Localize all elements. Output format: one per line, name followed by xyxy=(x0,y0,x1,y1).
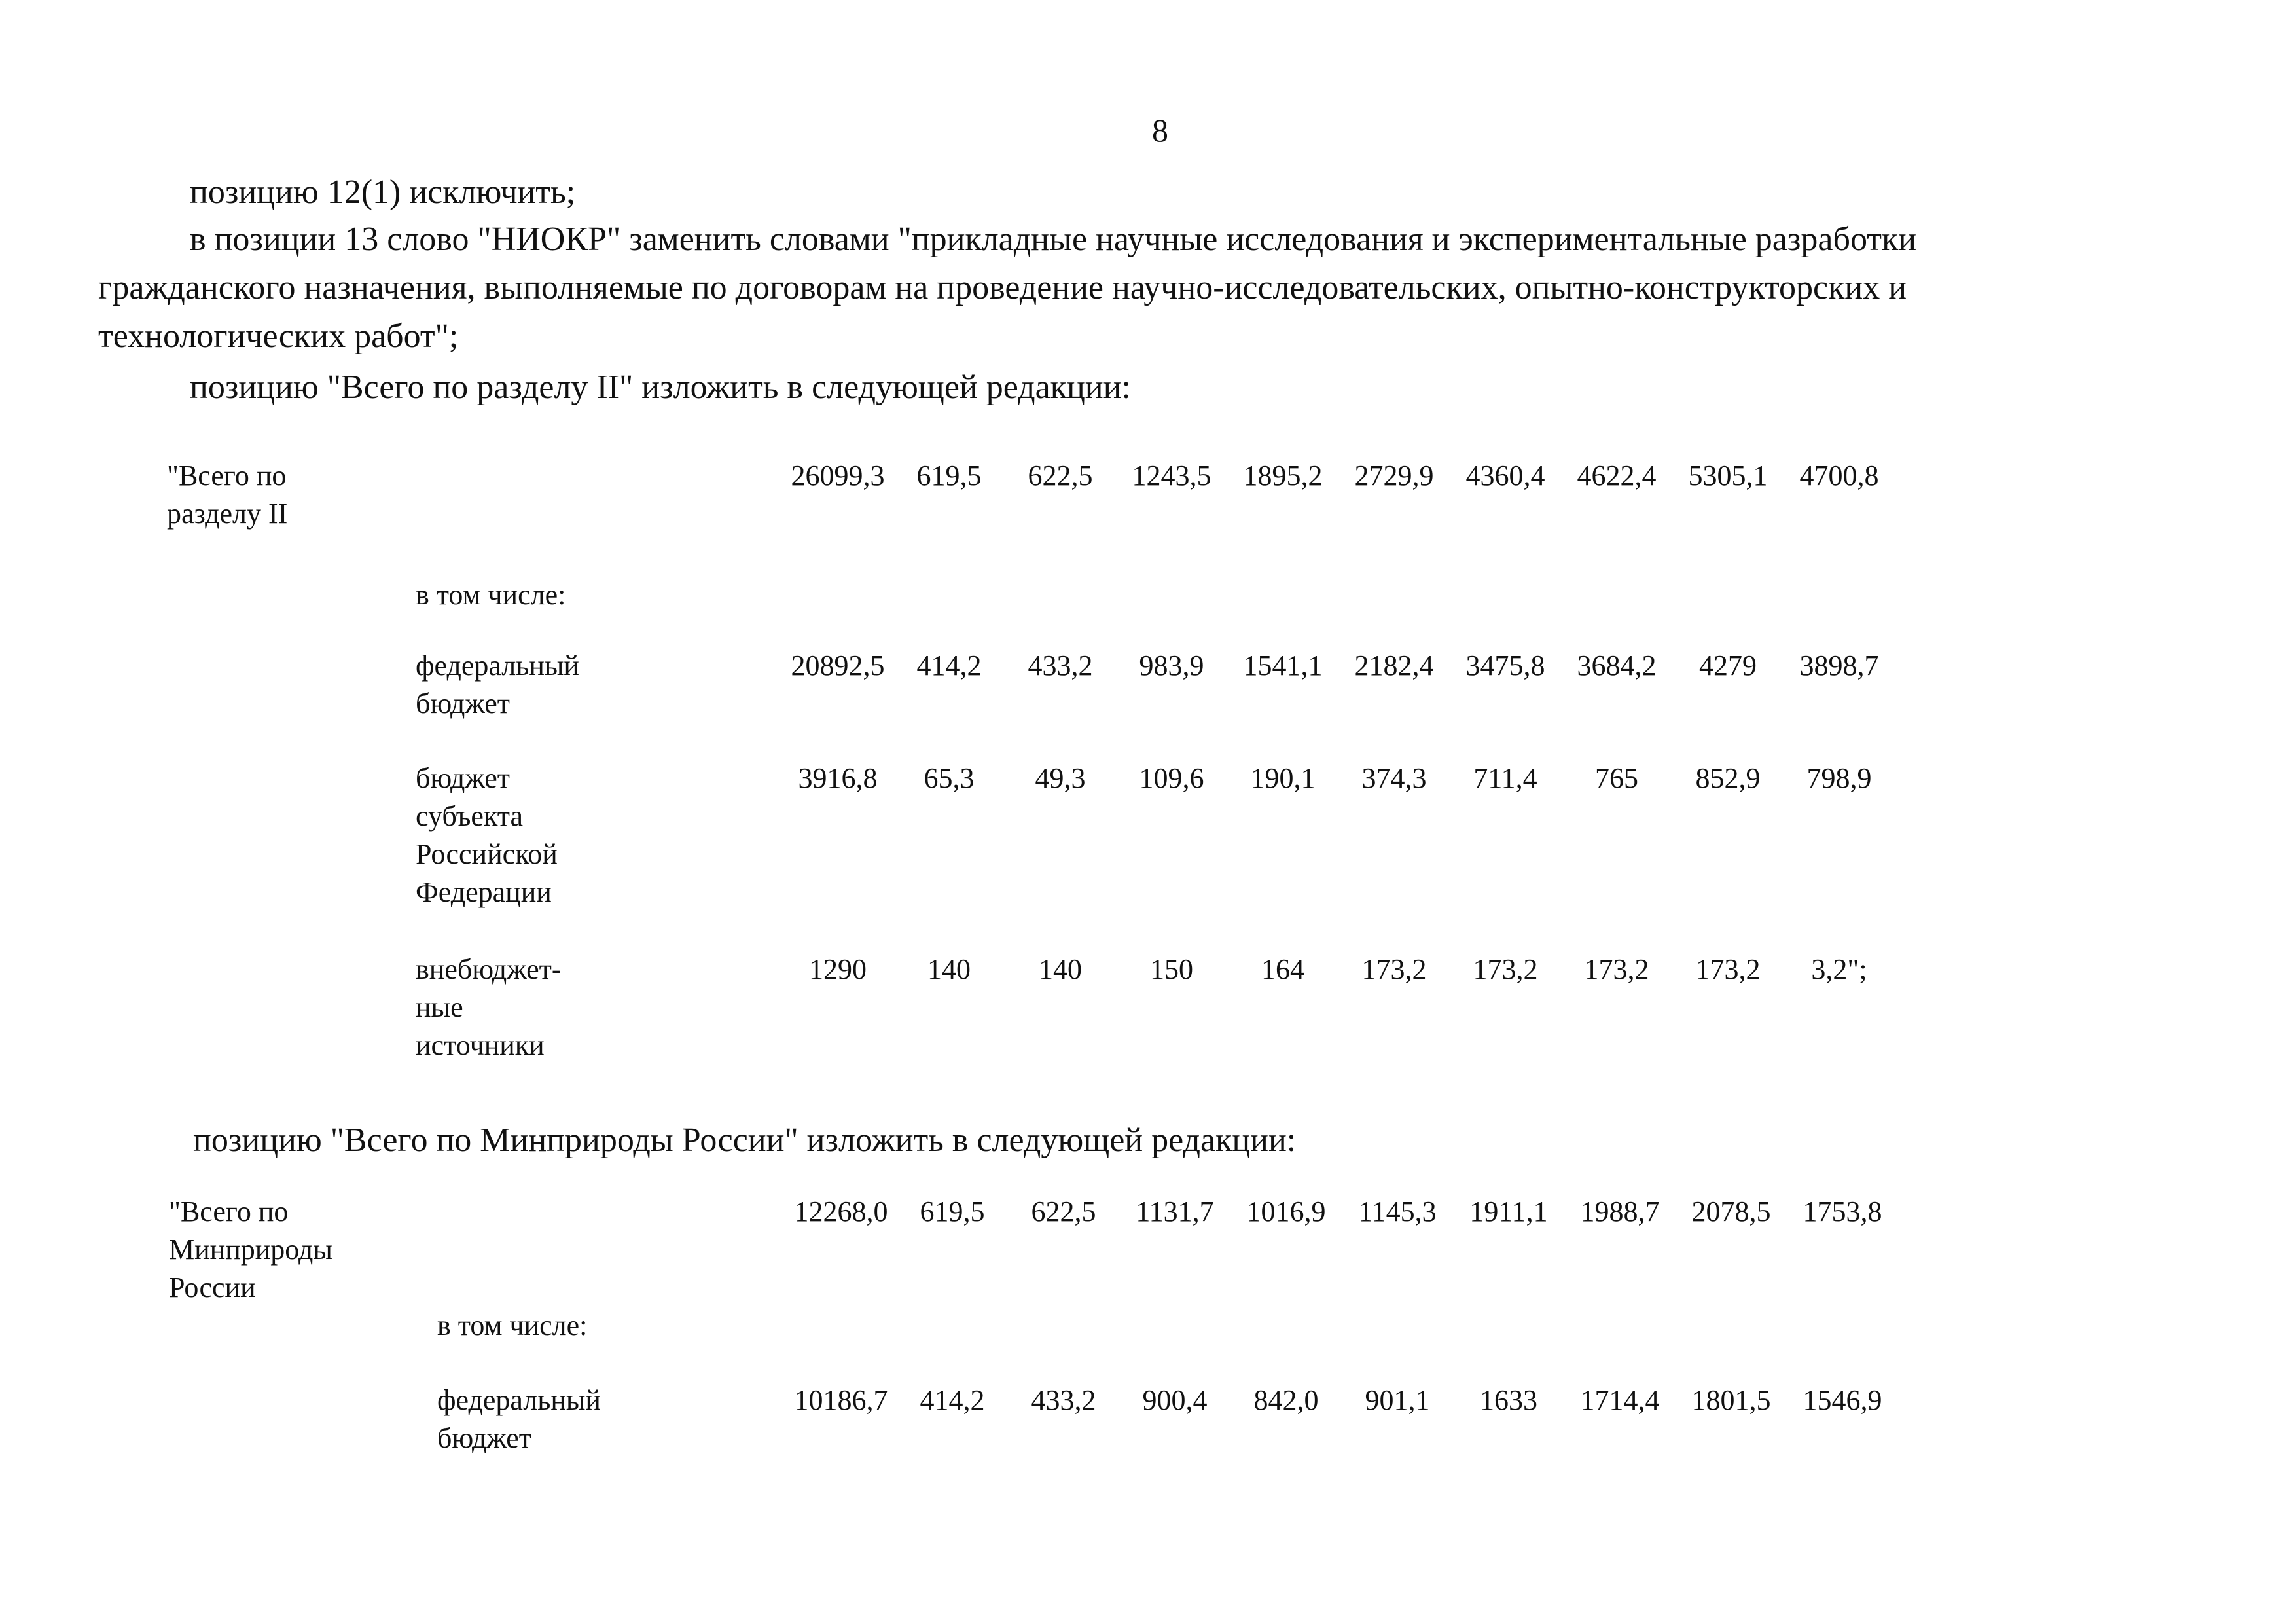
table1-subject-value: 852,9 xyxy=(1695,762,1761,794)
paragraph-replace-line-3: технологических работ"; xyxy=(98,318,459,355)
table1-federal-value: 433,2 xyxy=(1028,649,1093,682)
table1-federal-value: 414,2 xyxy=(916,649,982,682)
table1-subject-value: 49,3 xyxy=(1035,762,1086,794)
table1-subject-value: 3916,8 xyxy=(798,762,878,794)
paragraph-exclude-position: позицию 12(1) исключить; xyxy=(190,173,576,211)
table2-federal-label-line2: бюджет xyxy=(437,1422,531,1454)
table1-offbudget-value: 140 xyxy=(1039,953,1082,985)
table1-total-value: 4700,8 xyxy=(1799,460,1879,492)
table1-federal-value: 2182,4 xyxy=(1354,649,1434,682)
table1-offbudget-value: 164 xyxy=(1261,953,1304,985)
table2-total-label-line2: Минприроды xyxy=(169,1233,332,1266)
table2-total-label-line1: "Всего по xyxy=(169,1195,289,1228)
table1-total-value: 622,5 xyxy=(1028,460,1093,492)
table1-total-value: 5305,1 xyxy=(1688,460,1768,492)
table1-subject-value: 65,3 xyxy=(924,762,975,794)
table1-subject-value: 798,9 xyxy=(1806,762,1872,794)
table2-federal-value: 1801,5 xyxy=(1691,1384,1771,1416)
table2-total-value: 1911,1 xyxy=(1469,1195,1548,1228)
table1-subject-value: 374,3 xyxy=(1361,762,1427,794)
table1-federal-value: 1541,1 xyxy=(1243,649,1323,682)
table2-federal-value: 900,4 xyxy=(1142,1384,1208,1416)
table1-federal-value: 3684,2 xyxy=(1577,649,1657,682)
table1-offbudget-value: 150 xyxy=(1150,953,1193,985)
table1-offbudget-value: 173,2 xyxy=(1473,953,1538,985)
table2-total-label-line3: России xyxy=(169,1271,256,1304)
table1-offbudget-label-line3: источники xyxy=(416,1029,545,1061)
paragraph-section-total-intro: позицию "Всего по разделу II" изложить в следующей редакции: xyxy=(190,369,1131,406)
table2-total-value: 1988,7 xyxy=(1580,1195,1660,1228)
table2-federal-value: 901,1 xyxy=(1365,1384,1430,1416)
table1-offbudget-value: 173,2 xyxy=(1695,953,1761,985)
paragraph-replace-line-2: гражданского назначения, выполняемые по договорам на проведение научно-исследовательских, опытно-конструкторских и xyxy=(98,269,1907,306)
table2-total-value: 1131,7 xyxy=(1136,1195,1214,1228)
table1-total-value: 4622,4 xyxy=(1577,460,1657,492)
table2-federal-value: 1633 xyxy=(1480,1384,1537,1416)
table1-subject-label-line1: бюджет xyxy=(416,762,510,794)
paragraph-replace-line-1: в позиции 13 слово "НИОКР" заменить словами "прикладные научные исследования и экспериментальные разработки xyxy=(190,221,1917,258)
table1-total-value: 4360,4 xyxy=(1465,460,1545,492)
table1-including-label: в том числе: xyxy=(416,579,566,611)
table2-total-value: 1016,9 xyxy=(1246,1195,1326,1228)
table1-federal-value: 3898,7 xyxy=(1799,649,1879,682)
table1-total-value: 1895,2 xyxy=(1243,460,1323,492)
table2-total-value: 1145,3 xyxy=(1358,1195,1437,1228)
table2-total-value: 12268,0 xyxy=(794,1195,888,1228)
table1-subject-value: 109,6 xyxy=(1139,762,1204,794)
table1-subject-value: 765 xyxy=(1595,762,1638,794)
table1-subject-value: 711,4 xyxy=(1473,762,1537,794)
table2-federal-value: 842,0 xyxy=(1253,1384,1319,1416)
table2-total-value: 622,5 xyxy=(1031,1195,1096,1228)
table1-total-value: 619,5 xyxy=(916,460,982,492)
table1-federal-value: 4279 xyxy=(1699,649,1757,682)
table1-offbudget-value: 173,2 xyxy=(1361,953,1427,985)
table1-federal-value: 983,9 xyxy=(1139,649,1204,682)
table2-federal-value: 1714,4 xyxy=(1580,1384,1660,1416)
page-number: 8 xyxy=(1152,112,1168,149)
paragraph-ministry-total-intro: позицию "Всего по Минприроды России" изложить в следующей редакции: xyxy=(193,1122,1297,1159)
table1-federal-value: 20892,5 xyxy=(791,649,885,682)
table1-total-label-line1: "Всего по xyxy=(167,460,287,492)
table1-subject-label-line3: Российской xyxy=(416,838,558,870)
table1-total-value: 2729,9 xyxy=(1354,460,1434,492)
table2-federal-value: 10186,7 xyxy=(794,1384,888,1416)
table1-offbudget-value: 1290 xyxy=(809,953,867,985)
table2-federal-value: 414,2 xyxy=(920,1384,985,1416)
table2-federal-label-line1: федеральный xyxy=(437,1384,601,1416)
table1-federal-label-line2: бюджет xyxy=(416,687,510,720)
table1-offbudget-value: 3,2"; xyxy=(1811,953,1867,985)
table1-offbudget-value: 140 xyxy=(927,953,971,985)
table2-federal-value: 433,2 xyxy=(1031,1384,1096,1416)
table1-subject-label-line2: субъекта xyxy=(416,800,524,832)
table2-total-value: 1753,8 xyxy=(1803,1195,1882,1228)
table2-federal-value: 1546,9 xyxy=(1803,1384,1882,1416)
table1-total-label-line2: разделу II xyxy=(167,498,288,530)
table1-total-value: 1243,5 xyxy=(1132,460,1211,492)
table1-total-value: 26099,3 xyxy=(791,460,885,492)
table1-offbudget-value: 173,2 xyxy=(1584,953,1649,985)
table2-total-value: 619,5 xyxy=(920,1195,985,1228)
table1-subject-label-line4: Федерации xyxy=(416,876,552,908)
table1-federal-label-line1: федеральный xyxy=(416,649,579,682)
table1-subject-value: 190,1 xyxy=(1250,762,1316,794)
table1-offbudget-label-line1: внебюджет- xyxy=(416,953,562,985)
table1-offbudget-label-line2: ные xyxy=(416,991,463,1023)
table1-federal-value: 3475,8 xyxy=(1465,649,1545,682)
table2-including-label: в том числе: xyxy=(437,1309,588,1341)
table2-total-value: 2078,5 xyxy=(1691,1195,1771,1228)
